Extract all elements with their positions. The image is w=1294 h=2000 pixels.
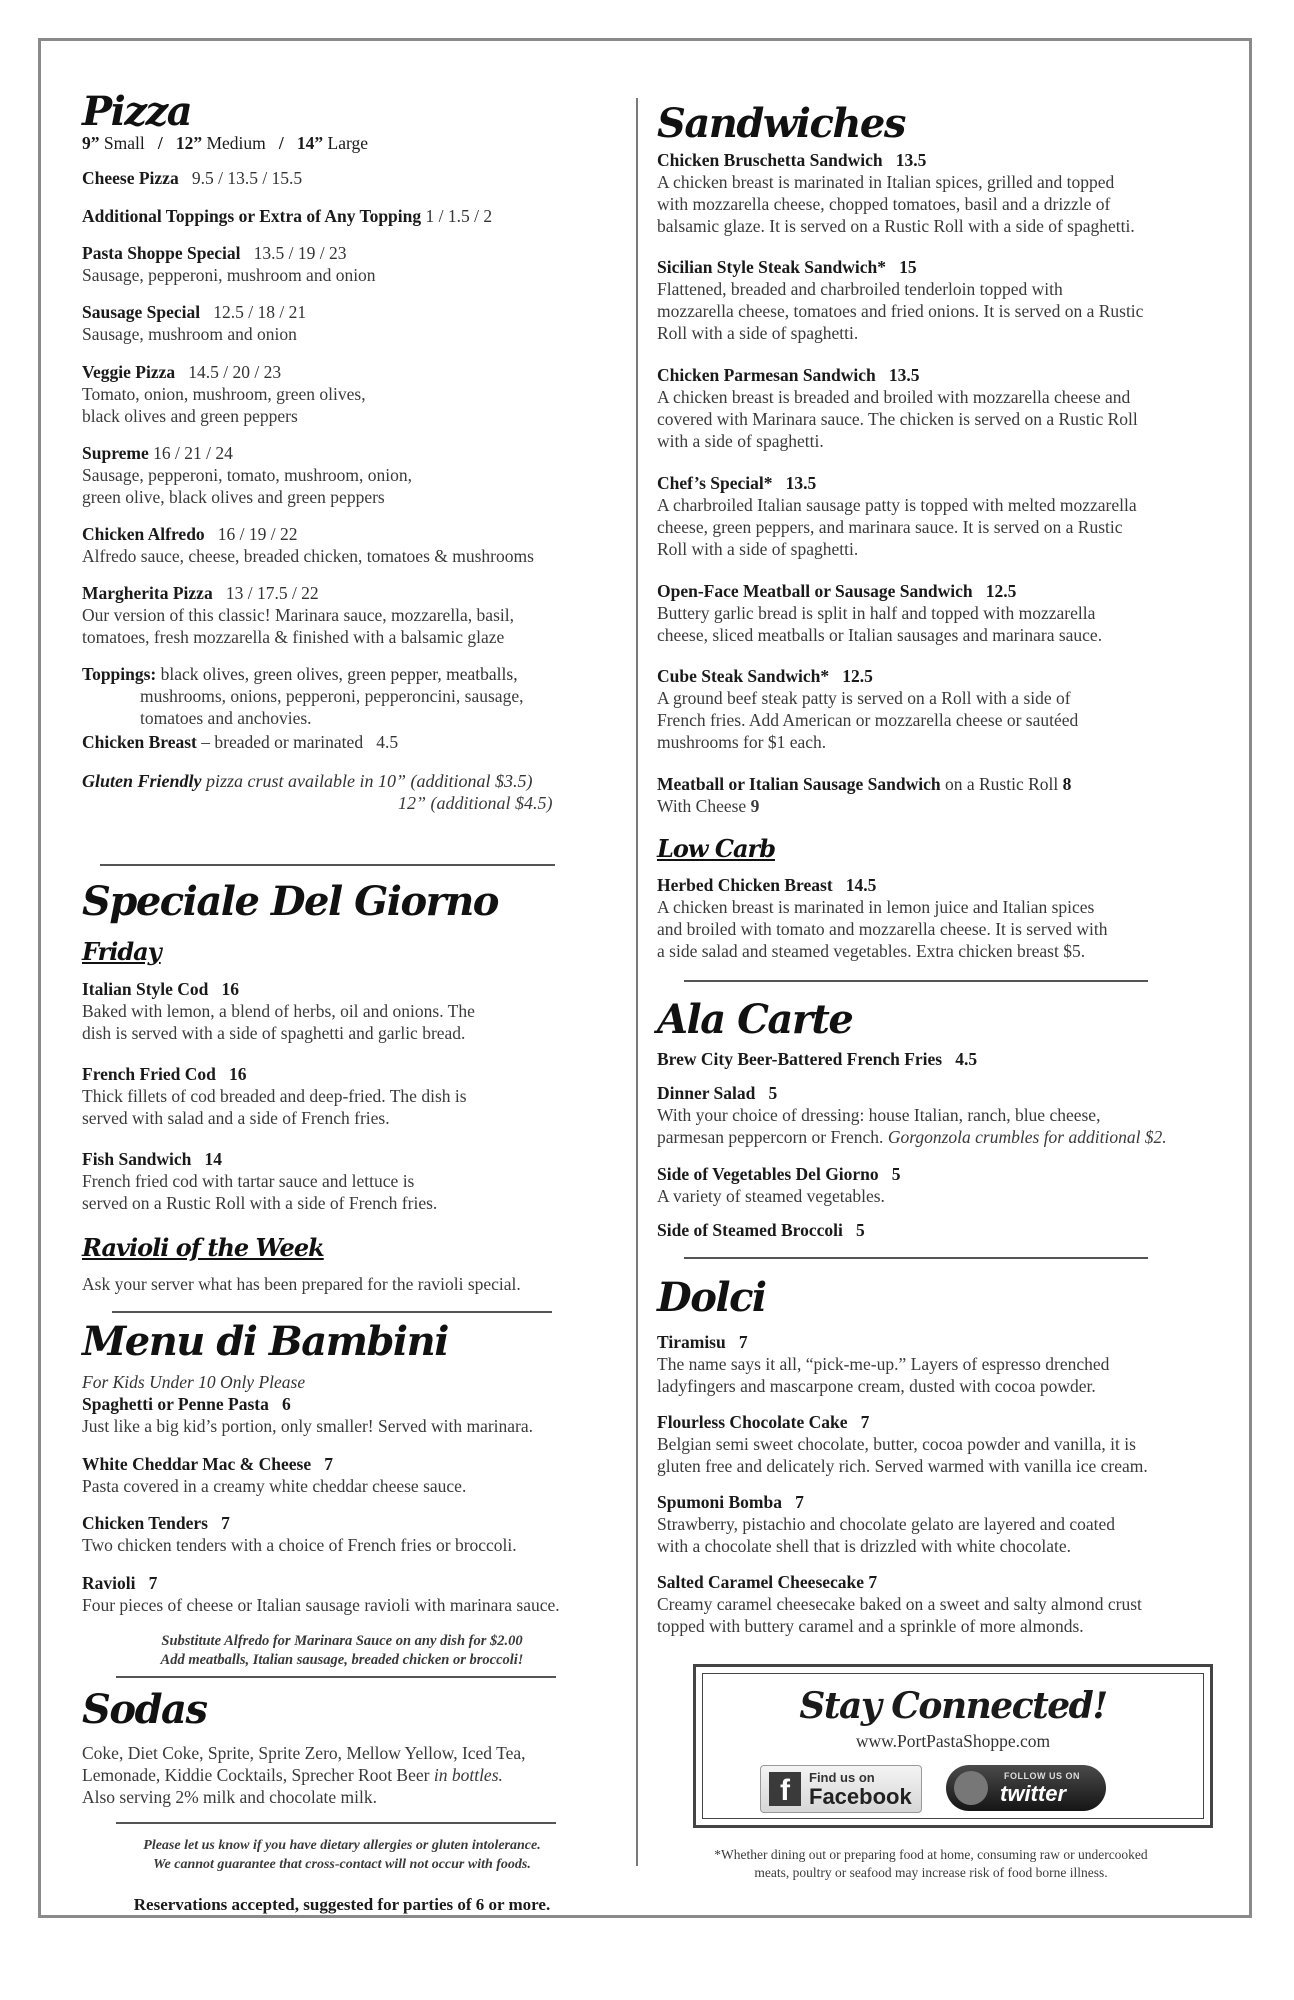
menu-item: Sicilian Style Steak Sandwich* 15 Flattened, breaded and charbroiled tenderloin topped with mozzarella cheese, tomatoes and fried onions. It is served on a Rustic Roll with a side of spaghetti. <box>657 257 1144 343</box>
chicken-breast-addon: Chicken Breast – breaded or marinated 4.5 <box>82 732 399 752</box>
facebook-icon: f <box>769 1772 801 1806</box>
twitter-bird-icon <box>954 1771 988 1805</box>
menu-item: Salted Caramel Cheesecake 7 Creamy caramel cheesecake baked on a sweet and salty almond crust topped with buttery caramel and a sprinkle of more almonds. <box>657 1572 1142 1636</box>
menu-item: Chicken Bruschetta Sandwich 13.5 A chicken breast is marinated in Italian spices, grilled and topped with mozzarella cheese, chopped tomatoes, basil and a drizzle of balsamic glaze. It is served on a Rustic Roll with a side of spaghetti. <box>657 150 1135 236</box>
facebook-button-label: Facebook <box>809 1784 912 1809</box>
menu-item: Italian Style Cod 16 Baked with lemon, a blend of herbs, oil and onions. The dish is served with a side of spaghetti and garlic bread. <box>82 979 475 1043</box>
reservations-note: Reservations accepted, suggested for parties of 6 or more. <box>133 1895 551 1914</box>
menu-item: Meatball or Italian Sausage Sandwich on a Rustic Roll 8 With Cheese 9 <box>657 774 1072 816</box>
facebook-button-caption: Find us on <box>809 1770 875 1785</box>
menu-item: Chef’s Special* 13.5 A charbroiled Italian sausage patty is topped with melted mozzarella cheese, green peppers, and marinara sauce. It is served on a Rustic Roll with a side of spaghetti. <box>657 473 1137 559</box>
sodas-list: Coke, Diet Coke, Sprite, Sprite Zero, Mellow Yellow, Iced Tea, Lemonade, Kiddie Cocktails, Sprecher Root Beer in bottles. Also serving 2% milk and chocolate milk. <box>82 1743 526 1807</box>
menu-item: Sausage Special 12.5 / 18 / 21 Sausage, mushroom and onion <box>82 302 307 344</box>
section-divider <box>116 1676 556 1678</box>
twitter-button-caption: FOLLOW US ON <box>1004 1771 1080 1781</box>
menu-item: Dinner Salad 5 With your choice of dressing: house Italian, ranch, blue cheese, parmesan peppercorn or French. Gorgonzola crumbles for additional $2. <box>657 1083 1167 1147</box>
pizza-toppings: Toppings: black olives, green olives, green pepper, meatballs, mushrooms, onions, pepperoni, pepperoncini, sausage, tomatoes and anchovies. <box>82 664 524 728</box>
menu-item: Ravioli 7 Four pieces of cheese or Italian sausage ravioli with marinara sauce. <box>82 1573 560 1615</box>
menu-item: Fish Sandwich 14 French fried cod with tartar sauce and lettuce is served on a Rustic Roll with a side of French fries. <box>82 1149 438 1213</box>
stay-connected-title: Stay Connected! <box>799 1685 1107 1727</box>
ala-carte-heading: Ala Carte <box>657 996 853 1043</box>
menu-item: Open-Face Meatball or Sausage Sandwich 12.5 Buttery garlic bread is split in half and topped with mozzarella cheese, sliced meatballs or Italian sausages and marinara sauce. <box>657 581 1103 645</box>
menu-item: Cheese Pizza 9.5 / 13.5 / 15.5 <box>82 168 303 188</box>
bambini-subtitle: For Kids Under 10 Only Please <box>82 1372 306 1392</box>
bambini-note: Substitute Alfredo for Marinara Sauce on any dish for $2.00 Add meatballs, Italian sausage, breaded chicken or broccoli! <box>160 1633 524 1668</box>
website-link[interactable]: www.PortPastaShoppe.com <box>855 1731 1051 1751</box>
column-divider <box>636 98 638 1866</box>
menu-item: Chicken Parmesan Sandwich 13.5 A chicken breast is breaded and broiled with mozzarella cheese and covered with Marinara sauce. The chicken is served on a Rustic Roll with a side of spaghetti. <box>657 365 1138 451</box>
section-divider <box>116 1822 556 1824</box>
sandwiches-heading: Sandwiches <box>657 100 905 147</box>
section-divider <box>100 864 555 866</box>
menu-item: Chicken Alfredo 16 / 19 / 22 Alfredo sauce, cheese, breaded chicken, tomatoes & mushrooms <box>82 524 534 566</box>
speciale-heading: Speciale Del Giorno <box>82 878 498 925</box>
menu-item: Spaghetti or Penne Pasta 6 Just like a big kid’s portion, only smaller! Served with marinara. <box>82 1394 534 1436</box>
section-divider <box>112 1311 552 1313</box>
gluten-friendly-note: Gluten Friendly pizza crust available in 10” (additional $3.5) 12” (additional $4.5) <box>82 771 553 813</box>
menu-item: Herbed Chicken Breast 14.5 A chicken breast is marinated in lemon juice and Italian spices and broiled with tomato and mozzarella cheese. It is served with a side salad and steamed vegetables. Extra chicken breast $5. <box>657 875 1108 961</box>
menu-item: Cube Steak Sandwich* 12.5 A ground beef steak patty is served on a Roll with a side of French fries. Add American or mozzarella cheese or sautéed mushrooms for $1 each. <box>657 666 1079 752</box>
menu-item: Brew City Beer-Battered French Fries 4.5 <box>657 1049 978 1069</box>
twitter-button[interactable] <box>946 1765 1106 1811</box>
menu-item: French Fried Cod 16 Thick fillets of cod breaded and deep-fried. The dish is served with salad and a side of French fries. <box>82 1064 467 1128</box>
ravioli-week-desc: Ask your server what has been prepared for the ravioli special. <box>82 1274 521 1294</box>
menu-item: Veggie Pizza 14.5 / 20 / 23 Tomato, onion, mushroom, green olives, black olives and green peppers <box>82 362 366 426</box>
menu-item: Tiramisu 7 The name says it all, “pick-me-up.” Layers of espresso drenched ladyfingers and mascarpone cream, dusted with cocoa powder. <box>657 1332 1110 1396</box>
section-divider <box>684 980 1148 982</box>
menu-item: Additional Toppings or Extra of Any Topping 1 / 1.5 / 2 <box>82 206 493 226</box>
food-safety-disclaimer: *Whether dining out or preparing food at home, consuming raw or undercooked meats, poultry or seafood may increase risk of food borne illness. <box>714 1847 1148 1880</box>
bambini-heading: Menu di Bambini <box>82 1318 448 1365</box>
section-divider <box>684 1257 1148 1259</box>
menu-item: Supreme 16 / 21 / 24 Sausage, pepperoni, tomato, mushroom, onion, green olive, black olives and green peppers <box>82 443 413 507</box>
ravioli-week-heading: Ravioli of the Week <box>82 1233 324 1262</box>
pizza-sizes: 9” Small / 12” Medium / 14” Large <box>82 133 369 153</box>
pizza-heading: Pizza <box>82 88 192 135</box>
menu-item: Pasta Shoppe Special 13.5 / 19 / 23 Sausage, pepperoni, mushroom and onion <box>82 243 376 285</box>
friday-heading: Friday <box>82 937 161 966</box>
allergy-note: Please let us know if you have dietary allergies or gluten intolerance. We cannot guarantee that cross-contact will not occur with foods. <box>143 1838 541 1872</box>
facebook-button[interactable] <box>760 1765 922 1813</box>
menu-item: Side of Vegetables Del Giorno 5 A variety of steamed vegetables. <box>657 1164 901 1206</box>
menu-item: Chicken Tenders 7 Two chicken tenders with a choice of French fries or broccoli. <box>82 1513 517 1555</box>
sodas-heading: Sodas <box>82 1686 207 1733</box>
menu-item: Margherita Pizza 13 / 17.5 / 22 Our version of this classic! Marinara sauce, mozzarella, basil, tomatoes, fresh mozzarella & finished with a balsamic glaze <box>82 583 514 647</box>
menu-item: Flourless Chocolate Cake 7 Belgian semi sweet chocolate, butter, cocoa powder and vanilla, it is gluten free and delicately rich. Served warmed with vanilla ice cream. <box>657 1412 1148 1476</box>
twitter-button-label: twitter <box>1000 1781 1066 1806</box>
menu-item: White Cheddar Mac & Cheese 7 Pasta covered in a creamy white cheddar cheese sauce. <box>82 1454 467 1496</box>
menu-item: Spumoni Bomba 7 Strawberry, pistachio and chocolate gelato are layered and coated with a chocolate shell that is drizzled with white chocolate. <box>657 1492 1116 1556</box>
menu-item: Side of Steamed Broccoli 5 <box>657 1220 865 1240</box>
stay-connected-box <box>693 1664 1213 1828</box>
low-carb-heading: Low Carb <box>657 834 775 863</box>
dolci-heading: Dolci <box>657 1274 766 1321</box>
